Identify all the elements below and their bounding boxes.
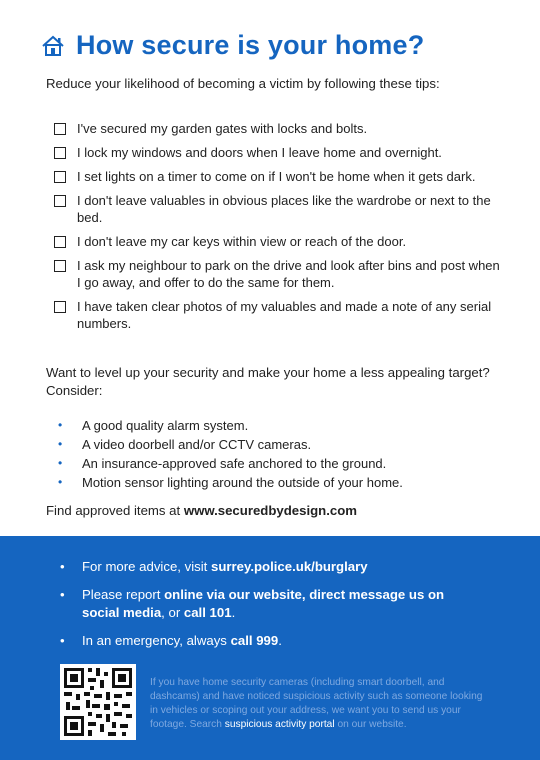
- checklist-item-label: I set lights on a timer to come on if I won't be home when it gets dark.: [77, 169, 476, 184]
- footer-panel: [0, 536, 540, 760]
- cctv-portal-link[interactable]: suspicious activity portal: [224, 719, 335, 730]
- bullet-icon: •: [60, 587, 65, 602]
- report-prefix: Please report: [82, 587, 165, 602]
- consider-item: [58, 416, 403, 435]
- bullet-icon: •: [58, 437, 63, 451]
- consider-item-label: An insurance-approved safe anchored to the ground.: [82, 456, 387, 471]
- checkbox[interactable]: [54, 171, 66, 183]
- consider-item-label: Motion sensor lighting around the outside of your home.: [82, 475, 403, 490]
- intro-text: Reduce your likelihood of becoming a victim by following these tips:: [46, 76, 440, 91]
- advice-link[interactable]: surrey.police.uk/burglary: [210, 559, 368, 574]
- bullet-icon: •: [58, 475, 63, 489]
- emergency-bold: call 999: [230, 633, 279, 648]
- consider-item: [58, 454, 403, 473]
- checklist: [54, 120, 504, 332]
- checklist-item-label: I don't leave valuables in obvious places like the wardrobe or next to the bed.: [77, 193, 491, 225]
- checklist-item: [54, 298, 504, 332]
- advice-prefix: For more advice, visit: [82, 559, 211, 574]
- checkbox[interactable]: [54, 236, 66, 248]
- checklist-item: [54, 192, 504, 226]
- checkbox[interactable]: [54, 123, 66, 135]
- checklist-item-label: I lock my windows and doors when I leave home and overnight.: [77, 145, 442, 160]
- consider-item-label: A video doorbell and/or CCTV cameras.: [82, 437, 312, 452]
- house-icon: [40, 33, 66, 59]
- bullet-icon: •: [60, 633, 65, 648]
- title-row: [40, 30, 424, 61]
- bullet-icon: •: [58, 456, 63, 470]
- consider-text: Want to level up your security and make your home a less appealing target? Consider:: [46, 365, 490, 398]
- footer-list: [60, 558, 480, 660]
- report-bold-2: call 101: [183, 605, 232, 620]
- consider-list: [58, 416, 403, 492]
- consider-item: [58, 473, 403, 492]
- page-title: How secure is your home?: [76, 30, 425, 60]
- cctv-end: on our website.: [334, 719, 407, 730]
- consider-item-label: A good quality alarm system.: [82, 418, 249, 433]
- checklist-item: [54, 120, 504, 137]
- report-bold-1: online via our website, direct message us on social media: [82, 587, 445, 620]
- find-prefix: Find approved items at: [46, 503, 184, 518]
- find-line: [46, 503, 357, 518]
- bullet-icon: •: [58, 418, 63, 432]
- checkbox[interactable]: [54, 301, 66, 313]
- checkbox[interactable]: [54, 260, 66, 272]
- emergency-end: .: [278, 633, 282, 648]
- find-link[interactable]: www.securedbydesign.com: [183, 503, 358, 518]
- qr-code-icon[interactable]: [60, 664, 136, 740]
- footer-item-report: [60, 586, 480, 622]
- consider-item: [58, 435, 403, 454]
- checkbox[interactable]: [54, 147, 66, 159]
- report-end: .: [231, 605, 236, 620]
- checklist-item-label: I have taken clear photos of my valuables and made a note of any serial numbers.: [77, 299, 492, 331]
- checklist-item: [54, 233, 504, 250]
- cctv-text: [150, 676, 490, 732]
- footer-item-advice: [60, 558, 480, 576]
- checklist-item: [54, 144, 504, 161]
- cctv-body: If you have home security cameras (including smart doorbell, and dashcams) and have noticed suspicious activity such as someone looking in vehicles or scoping out your address, we want you to send us your footage. Search: [150, 677, 483, 730]
- checklist-item-label: I don't leave my car keys within view or reach of the door.: [77, 234, 407, 249]
- checklist-item-label: I've secured my garden gates with locks and bolts.: [77, 121, 368, 136]
- checklist-item-label: I ask my neighbour to park on the drive and look after bins and post when I go away, and offer to do the same for them.: [77, 258, 500, 290]
- checkbox[interactable]: [54, 195, 66, 207]
- checklist-item: [54, 168, 504, 185]
- footer-item-emergency: [60, 632, 480, 650]
- bullet-icon: •: [60, 559, 65, 574]
- emergency-prefix: In an emergency, always: [82, 633, 231, 648]
- report-mid: , or: [161, 605, 184, 620]
- checklist-item: [54, 257, 504, 291]
